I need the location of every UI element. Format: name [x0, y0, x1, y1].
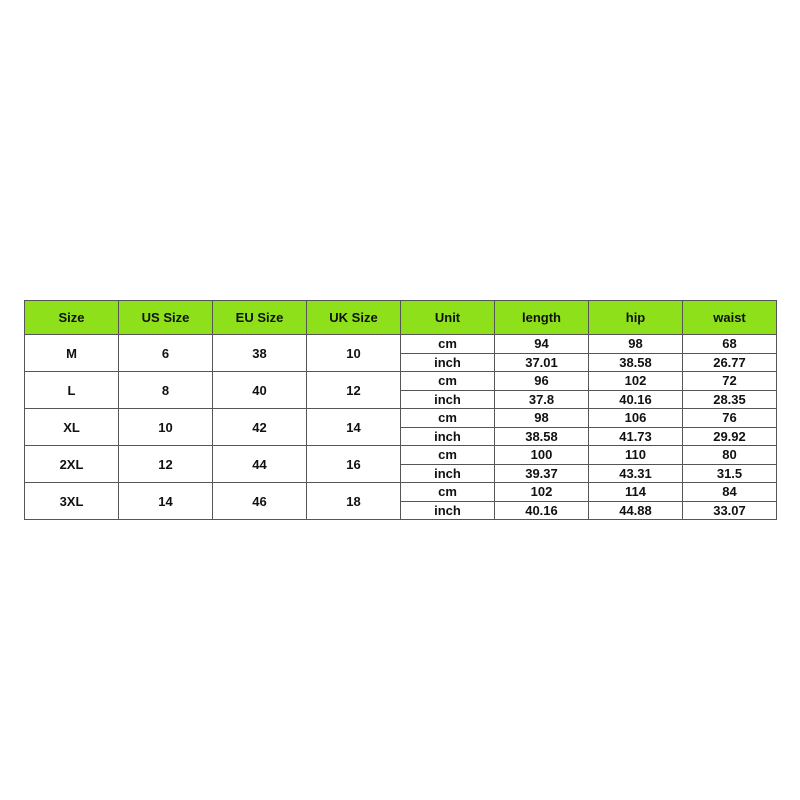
unit-cell: cm — [401, 446, 495, 465]
unit-cell: inch — [401, 501, 495, 520]
table-body — [25, 335, 777, 520]
eu-size-cell: 42 — [213, 409, 307, 446]
length-cell: 37.8 — [495, 390, 589, 409]
eu-size-cell: 38 — [213, 335, 307, 372]
hip-cell: 102 — [589, 372, 683, 391]
size-cell: 2XL — [25, 446, 119, 483]
unit-cell: inch — [401, 427, 495, 446]
table-header — [25, 301, 777, 335]
waist-cell: 68 — [683, 335, 777, 354]
uk-size-cell: 16 — [307, 446, 401, 483]
size-cell: 3XL — [25, 483, 119, 520]
header-waist: waist — [683, 301, 777, 335]
length-cell: 38.58 — [495, 427, 589, 446]
waist-cell: 84 — [683, 483, 777, 502]
header-row — [25, 301, 777, 335]
hip-cell: 38.58 — [589, 353, 683, 372]
size-chart-table — [24, 300, 777, 520]
waist-cell: 31.5 — [683, 464, 777, 483]
header-unit: Unit — [401, 301, 495, 335]
table-row — [25, 372, 777, 391]
eu-size-cell: 46 — [213, 483, 307, 520]
length-cell: 96 — [495, 372, 589, 391]
hip-cell: 43.31 — [589, 464, 683, 483]
us-size-cell: 6 — [119, 335, 213, 372]
header-us-size: US Size — [119, 301, 213, 335]
unit-cell: cm — [401, 335, 495, 354]
hip-cell: 106 — [589, 409, 683, 428]
header-uk-size: UK Size — [307, 301, 401, 335]
header-size: Size — [25, 301, 119, 335]
unit-cell: cm — [401, 372, 495, 391]
waist-cell: 26.77 — [683, 353, 777, 372]
hip-cell: 110 — [589, 446, 683, 465]
waist-cell: 33.07 — [683, 501, 777, 520]
eu-size-cell: 40 — [213, 372, 307, 409]
table-row — [25, 409, 777, 428]
waist-cell: 76 — [683, 409, 777, 428]
header-eu-size: EU Size — [213, 301, 307, 335]
unit-cell: cm — [401, 409, 495, 428]
us-size-cell: 8 — [119, 372, 213, 409]
hip-cell: 114 — [589, 483, 683, 502]
unit-cell: inch — [401, 464, 495, 483]
waist-cell: 29.92 — [683, 427, 777, 446]
table-row — [25, 446, 777, 465]
header-length: length — [495, 301, 589, 335]
waist-cell: 72 — [683, 372, 777, 391]
hip-cell: 44.88 — [589, 501, 683, 520]
us-size-cell: 12 — [119, 446, 213, 483]
waist-cell: 28.35 — [683, 390, 777, 409]
us-size-cell: 10 — [119, 409, 213, 446]
hip-cell: 41.73 — [589, 427, 683, 446]
eu-size-cell: 44 — [213, 446, 307, 483]
uk-size-cell: 12 — [307, 372, 401, 409]
table-row — [25, 483, 777, 502]
length-cell: 39.37 — [495, 464, 589, 483]
size-cell: XL — [25, 409, 119, 446]
uk-size-cell: 10 — [307, 335, 401, 372]
header-hip: hip — [589, 301, 683, 335]
uk-size-cell: 14 — [307, 409, 401, 446]
size-cell: M — [25, 335, 119, 372]
hip-cell: 40.16 — [589, 390, 683, 409]
length-cell: 98 — [495, 409, 589, 428]
unit-cell: cm — [401, 483, 495, 502]
us-size-cell: 14 — [119, 483, 213, 520]
length-cell: 37.01 — [495, 353, 589, 372]
uk-size-cell: 18 — [307, 483, 401, 520]
waist-cell: 80 — [683, 446, 777, 465]
hip-cell: 98 — [589, 335, 683, 354]
length-cell: 102 — [495, 483, 589, 502]
unit-cell: inch — [401, 390, 495, 409]
length-cell: 94 — [495, 335, 589, 354]
length-cell: 100 — [495, 446, 589, 465]
table-row — [25, 335, 777, 354]
unit-cell: inch — [401, 353, 495, 372]
size-cell: L — [25, 372, 119, 409]
length-cell: 40.16 — [495, 501, 589, 520]
